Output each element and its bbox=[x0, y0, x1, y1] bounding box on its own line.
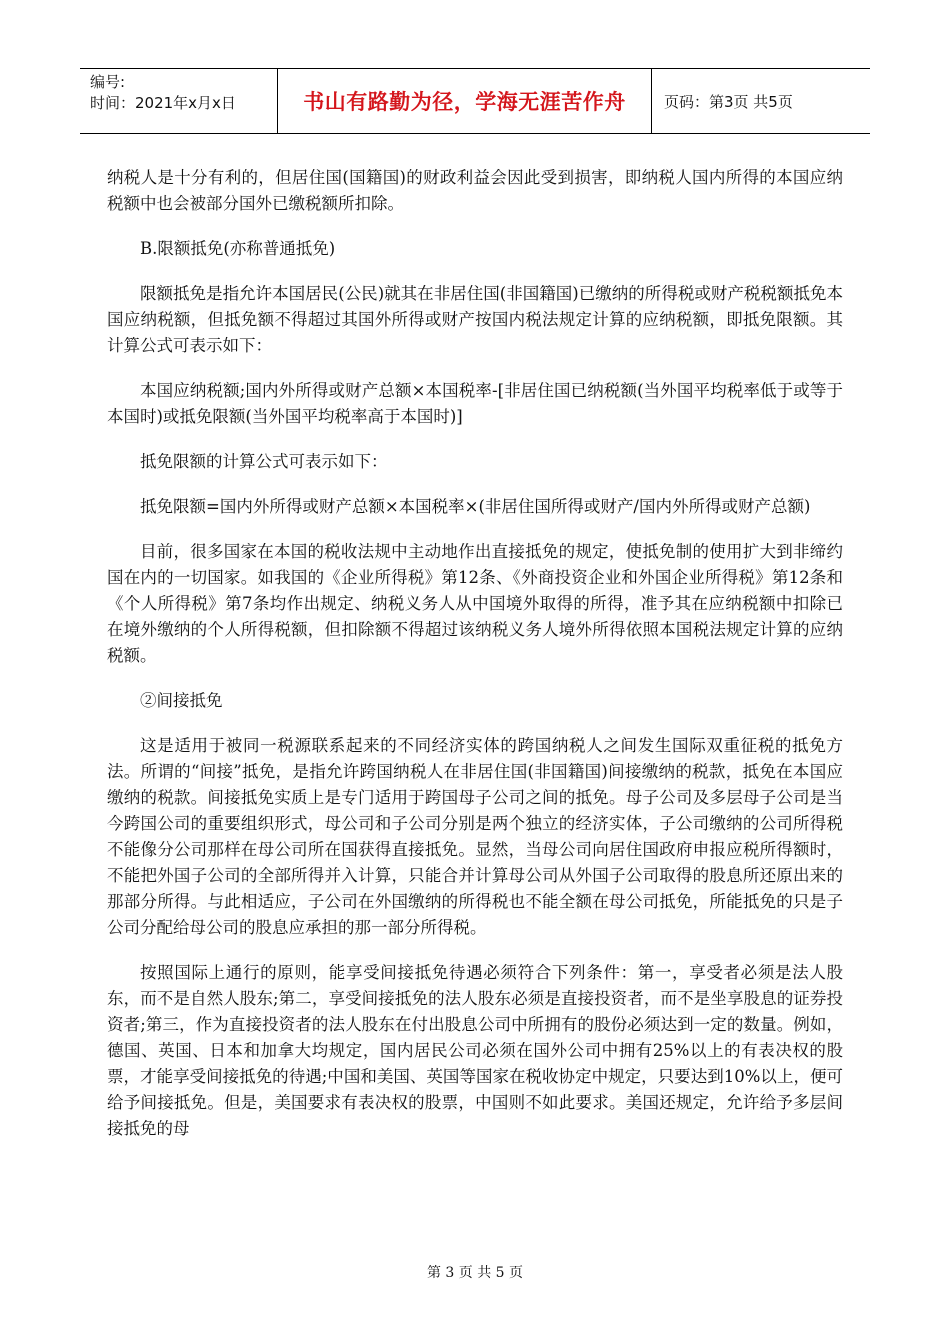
paragraph-continuation: 纳税人是十分有利的，但居住国(国籍国)的财政利益会因此受到损害，即纳税人国内所得的本国应纳税额中也会被部分国外已缴税额所扣除。 bbox=[107, 168, 843, 213]
formula-paragraph: 抵免限额=国内外所得或财产总额×本国税率×(非居住国所得或财产/国内外所得或财产总额) bbox=[140, 497, 811, 516]
paragraph: 按照国际上通行的原则，能享受间接抵免待遇必须符合下列条件：第一，享受者必须是法人股东，而不是自然人股东;第二，享受间接抵免的法人股东必须是直接投资者，而不是坐享股息的证券投资者;第三，作为直接投资者的法人股东在付出股息公司中所拥有的股份必须达到一定的数量。例如，德国、英国、日本和加拿大均规定，国内居民公司必须在国外公司中拥有25%以上的有表决权的股票，才能享受间接抵免的待遇;中国和美国、英国等国家在税收协定中规定，只要达到10%以上，便可给予间接抵免。但是，美国要求有表决权的股票，中国则不如此要求。美国还规定，允许给予多层间接抵免的母 bbox=[107, 963, 843, 1138]
paragraph: 目前，很多国家在本国的税收法规中主动地作出直接抵免的规定，使抵免制的使用扩大到非缔约国在内的一切国家。如我国的《企业所得税》第12条、《外商投资企业和外国企业所得税》第12条和《个人所得税》第7条均作出规定、纳税义务人从中国境外取得的所得，准予其在应纳税额中扣除已在境外缴纳的个人所得税额，但扣除额不得超过该纳税义务人境外所得依照本国税法规定计算的应纳税额。 bbox=[107, 542, 843, 665]
formula-paragraph: 本国应纳税额;国内外所得或财产总额×本国税率-[非居住国已纳税额(当外国平均税率低于或等于本国时)或抵免限额(当外国平均税率高于本国时)] bbox=[107, 381, 843, 426]
header-page-info: 页码：第3页 共5页 bbox=[664, 92, 793, 111]
document-body bbox=[107, 165, 843, 1161]
section-heading-indirect-credit: ②间接抵免 bbox=[140, 691, 223, 710]
section-heading-limited-credit: B.限额抵免(亦称普通抵免) bbox=[140, 239, 336, 258]
paragraph: 抵免限额的计算公式可表示如下： bbox=[140, 452, 388, 471]
paragraph: 限额抵免是指允许本国居民(公民)就其在非居住国(非国籍国)已缴纳的所得税或财产税税额抵免本国应纳税额，但抵免额不得超过其国外所得或财产按国内税法规定计算的应纳税额，即抵免限额。其计算公式可表示如下： bbox=[107, 284, 843, 355]
document-number-label: 编号: bbox=[90, 73, 126, 91]
document-time-label: 时间：2021年x月x日 bbox=[90, 94, 236, 112]
page-header bbox=[80, 68, 870, 134]
header-meta bbox=[80, 69, 278, 133]
page-footer: 第 3 页 共 5 页 bbox=[426, 1265, 524, 1281]
header-motto: 书山有路勤为径，学海无涯苦作舟 bbox=[278, 69, 652, 133]
paragraph: 这是适用于被同一税源联系起来的不同经济实体的跨国纳税人之间发生国际双重征税的抵免方法。所谓的“间接”抵免，是指允许跨国纳税人在非居住国(非国籍国)间接缴纳的税款，抵免在本国应缴纳的税款。间接抵免实质上是专门适用于跨国母子公司之间的抵免。母子公司及多层母子公司是当今跨国公司的重要组织形式，母公司和子公司分别是两个独立的经济实体，子公司缴纳的公司所得税不能像分公司那样在母公司所在国获得直接抵免。显然，当母公司向居住国政府申报应税所得额时，不能把外国子公司的全部所得并入计算，只能合并计算母公司从外国子公司取得的股息所还原出来的那部分所得。与此相适应，子公司在外国缴纳的所得税也不能全额在母公司抵免，所能抵免的只是子公司分配给母公司的股息应承担的那一部分所得税。 bbox=[107, 736, 843, 937]
